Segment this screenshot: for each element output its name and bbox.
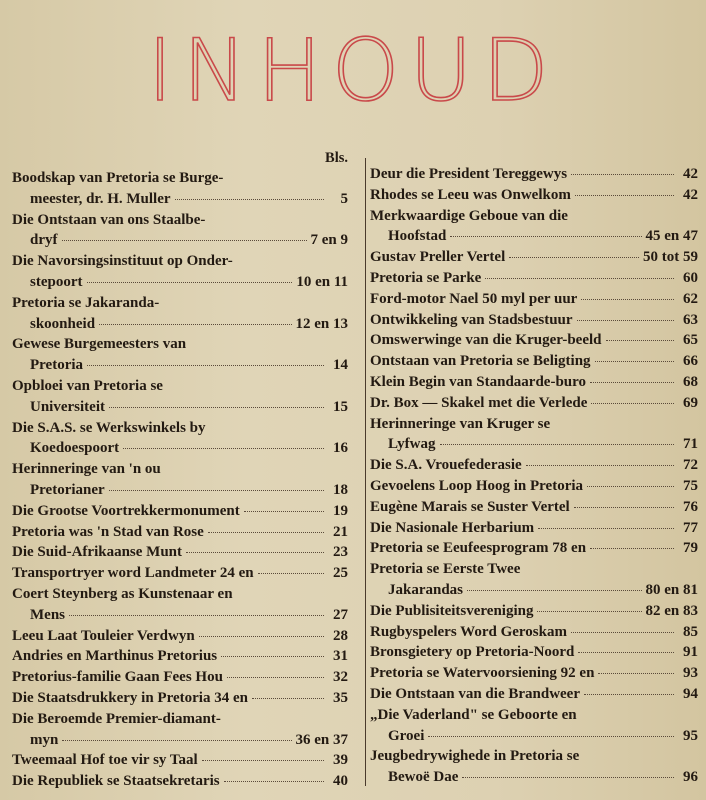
toc-entry-line (370, 476, 698, 497)
toc-entry-title: meester, dr. H. Muller (30, 190, 171, 207)
toc-entry-line (12, 646, 348, 667)
toc-page-number: 63 (683, 311, 698, 328)
toc-entry-line (370, 414, 698, 435)
dot-leader (581, 299, 674, 300)
toc-entry-line (12, 189, 348, 210)
dot-leader (595, 361, 674, 362)
toc-page-number: 36 en 37 (295, 731, 348, 748)
toc-entry-title: Leeu Laat Touleier Verdwyn (12, 627, 195, 644)
dot-leader (199, 636, 324, 637)
toc-entry-line (370, 206, 698, 227)
toc-entry (12, 522, 348, 543)
toc-page-number: 72 (683, 457, 698, 474)
page-title: INHOUD (147, 21, 559, 121)
dot-leader (99, 324, 291, 325)
dot-leader (175, 199, 324, 200)
toc-entry-title: Pretoria was 'n Stad van Rose (12, 523, 204, 540)
toc-entry-title: Lyfwag (388, 436, 436, 453)
dot-leader (590, 382, 674, 383)
toc-entry-title: Herinneringe van Kruger se (370, 415, 551, 432)
toc-entry-line (370, 684, 698, 705)
toc-entry-line (12, 750, 348, 771)
toc-entry-title: Die Republiek se Staatsekretaris (12, 773, 220, 790)
toc-entry-title: Jeugbedrywighede in Pretoria se (370, 748, 580, 765)
toc-entry-line (370, 622, 698, 643)
toc-page-number: 40 (333, 773, 348, 790)
toc-entry-title: Die Suid-Afrikaanse Munt (12, 544, 183, 561)
toc-entry (370, 642, 698, 663)
toc-entry-title: Opbloei van Pretoria se (12, 377, 163, 394)
toc-entry-line (12, 251, 348, 272)
toc-entry-title: Jakarandas (388, 581, 464, 598)
toc-entry (12, 168, 348, 210)
toc-page-number: 79 (683, 540, 698, 557)
toc-entry-line (370, 767, 698, 788)
toc-entry-title: Ford-motor Nael 50 myl per uur (370, 290, 578, 307)
toc-entry-title: Coert Steynberg as Kunstenaar en (12, 585, 233, 602)
toc-page-number: 77 (683, 519, 698, 536)
toc-entry-line (370, 393, 698, 414)
toc-page-number: 62 (683, 290, 698, 307)
toc-entry (12, 376, 348, 418)
toc-entry-title: Pretorianer (30, 481, 105, 498)
toc-entry (370, 663, 698, 684)
toc-list-right (370, 164, 698, 788)
toc-page-number: 14 (333, 357, 348, 374)
toc-entry-title: Pretoria se Parke (370, 269, 482, 286)
column-divider (365, 158, 366, 786)
toc-entry-title: Pretoria se Jakaranda- (12, 294, 160, 311)
dot-leader (87, 365, 324, 366)
toc-entry-title: Ontwikkeling van Stadsbestuur (370, 311, 573, 328)
toc-entry (12, 418, 348, 460)
toc-entry-title: Hoofstad (388, 228, 447, 245)
toc-page-number: 75 (683, 477, 698, 494)
toc-page-number: 35 (333, 689, 348, 706)
dot-leader (186, 552, 324, 553)
toc-entry (12, 563, 348, 584)
toc-entry-title: „Die Vaderland" se Geboorte en (370, 706, 577, 723)
dot-leader (537, 611, 641, 612)
toc-entry (12, 501, 348, 522)
toc-entry-title: Deur die President Tereggewys (370, 166, 568, 182)
toc-entry-line (370, 726, 698, 747)
toc-entry (12, 293, 348, 335)
dot-leader (590, 548, 674, 549)
dot-leader (606, 340, 675, 341)
toc-entry-line (12, 272, 348, 293)
toc-entry-line (370, 746, 698, 767)
toc-entry-title: stepoort (30, 273, 83, 290)
toc-entry-line (370, 164, 698, 185)
toc-entry (370, 330, 698, 351)
toc-page-number: 31 (333, 648, 348, 665)
toc-column-right (370, 164, 698, 788)
toc-entry-title: Die Nasionale Herbarium (370, 519, 535, 536)
toc-entry-title: Bewoë Dae (388, 769, 459, 786)
toc-entry-line (370, 663, 698, 684)
toc-page-number: 25 (333, 565, 348, 582)
toc-entry-line (370, 559, 698, 580)
toc-entry-line (12, 667, 348, 688)
toc-entry-title: Pretoria se Eerste Twee (370, 561, 521, 578)
toc-page-number: 76 (683, 498, 698, 515)
dot-leader (87, 282, 293, 283)
toc-entry (12, 251, 348, 293)
toc-entry-line (12, 522, 348, 543)
toc-entry-line (370, 705, 698, 726)
toc-entry (370, 538, 698, 559)
toc-entry-line (12, 438, 348, 459)
toc-entry-line (370, 580, 698, 601)
toc-entry-title: Die Navorsingsinstituut op Onder- (12, 253, 233, 270)
dot-leader (224, 781, 324, 782)
toc-entry-title: Pretoria se Eeufeesprogram 78 en (370, 540, 587, 557)
toc-page-number: 42 (683, 186, 698, 203)
dot-leader (509, 257, 639, 258)
toc-page-number: 93 (683, 665, 698, 682)
toc-entry-line (370, 185, 698, 206)
toc-page-number: 16 (333, 440, 348, 457)
toc-entry-line (370, 434, 698, 455)
toc-entry-title: Mens (30, 606, 65, 623)
toc-entry-line (370, 268, 698, 289)
toc-entry-line (12, 688, 348, 709)
toc-entry-line (12, 334, 348, 355)
toc-page-number: 45 en 47 (645, 228, 698, 245)
toc-page-number: 66 (683, 353, 698, 370)
toc-page-number: 82 en 83 (645, 602, 698, 619)
toc-entry-title: dryf (30, 232, 58, 249)
dot-leader (109, 407, 324, 408)
toc-entry-line (370, 642, 698, 663)
toc-entry-line (12, 730, 348, 751)
toc-page-number: 19 (333, 502, 348, 519)
toc-entry (12, 334, 348, 376)
toc-entry (370, 185, 698, 206)
toc-entry-title: Boodskap van Pretoria se Burge- (12, 170, 224, 186)
toc-entry-title: Bronsgietery op Pretoria-Noord (370, 644, 575, 661)
toc-page-number: 7 en 9 (310, 232, 348, 249)
toc-page-number: 21 (333, 523, 348, 540)
dot-leader (258, 573, 324, 574)
toc-entry-line (12, 397, 348, 418)
toc-entry-title: Andries en Marthinus Pretorius (12, 648, 218, 665)
toc-list-left (12, 168, 348, 792)
toc-entry-title: Eugène Marais se Suster Vertel (370, 498, 570, 515)
toc-page-number: 15 (333, 398, 348, 415)
toc-entry-title: Pretoria (30, 357, 84, 374)
toc-page-number: 91 (683, 644, 698, 661)
toc-entry-line (12, 459, 348, 480)
toc-entry-line (370, 518, 698, 539)
toc-entry-title: skoonheid (30, 315, 96, 332)
toc-entry-title: Omswerwinge van die Kruger-beeld (370, 332, 602, 349)
toc-page-number: 80 en 81 (645, 581, 698, 598)
toc-entry-line (370, 310, 698, 331)
toc-page-number: 42 (683, 166, 698, 182)
dot-leader (577, 320, 674, 321)
toc-entry-line (12, 605, 348, 626)
dot-leader (202, 760, 324, 761)
dot-leader (485, 278, 674, 279)
toc-entry-title: Die Beroemde Premier-diamant- (12, 710, 221, 727)
toc-entry-line (370, 538, 698, 559)
toc-entry (370, 601, 698, 622)
dot-leader (584, 694, 674, 695)
dot-leader (440, 444, 674, 445)
dot-leader (428, 736, 674, 737)
toc-entry-title: Ontstaan van Pretoria se Beligting (370, 353, 591, 370)
toc-page-number: 60 (683, 269, 698, 286)
toc-entry-title: Rhodes se Leeu was Onwelkom (370, 186, 571, 203)
dot-leader (109, 490, 324, 491)
toc-entry (370, 268, 698, 289)
toc-entry-title: Die Grootse Voortrekkermonument (12, 502, 240, 519)
toc-entry-line (12, 293, 348, 314)
toc-entry-line (370, 372, 698, 393)
toc-entry (12, 667, 348, 688)
toc-entry-title: Koedoespoort (30, 440, 120, 457)
toc-entry-title: Pretorius-familie Gaan Fees Hou (12, 669, 223, 686)
dot-leader (538, 528, 674, 529)
toc-entry-title: Rugbyspelers Word Geroskam (370, 623, 567, 640)
toc-entry-title: Universiteit (30, 398, 105, 415)
toc-page-number: 96 (683, 769, 698, 786)
toc-entry (370, 622, 698, 643)
toc-entry (370, 206, 698, 248)
toc-entry (12, 584, 348, 626)
toc-entry (12, 626, 348, 647)
toc-page-number: 69 (683, 394, 698, 411)
toc-entry-line (12, 584, 348, 605)
dot-leader (575, 195, 674, 196)
toc-entry-line (12, 230, 348, 251)
toc-page-number: 65 (683, 332, 698, 349)
toc-page-number: 10 en 11 (296, 273, 348, 290)
toc-entry-line (370, 247, 698, 268)
toc-entry-line (370, 497, 698, 518)
toc-entry-line (12, 626, 348, 647)
toc-entry-title: Transportryer word Landmeter 24 en (12, 565, 254, 582)
toc-entry-title: Gustav Preller Vertel (370, 249, 506, 266)
toc-page-number: 23 (333, 544, 348, 561)
dot-leader (571, 174, 674, 175)
toc-entry-line (12, 376, 348, 397)
toc-entry-title: Gewese Burgemeesters van (12, 336, 187, 353)
dot-leader (69, 615, 324, 616)
toc-entry-title: Gevoelens Loop Hoog in Pretoria (370, 477, 584, 494)
toc-entry (12, 750, 348, 771)
dot-leader (587, 486, 674, 487)
dot-leader (208, 532, 324, 533)
toc-entry-title: Klein Begin van Standaarde-buro (370, 373, 587, 390)
toc-entry-title: Merkwaardige Geboue van die (370, 207, 568, 224)
toc-page-number: 85 (683, 623, 698, 640)
dot-leader (526, 465, 674, 466)
toc-page-number: 50 tot 59 (643, 249, 698, 266)
dot-leader (252, 698, 324, 699)
toc-entry-title: Dr. Box — Skakel met die Verlede (370, 394, 588, 411)
toc-entry-line (12, 418, 348, 439)
dot-leader (578, 652, 674, 653)
toc-page-number: 18 (333, 481, 348, 498)
toc-entry-line (12, 480, 348, 501)
toc-entry (370, 476, 698, 497)
toc-entry-line (370, 455, 698, 476)
toc-column-left (12, 148, 348, 792)
toc-entry-line (370, 226, 698, 247)
toc-entry (370, 164, 698, 185)
dot-leader (462, 777, 674, 778)
toc-entry (12, 709, 348, 751)
toc-entry (370, 518, 698, 539)
toc-entry (12, 542, 348, 563)
toc-page-number: 5 (340, 190, 348, 207)
toc-entry-title: Die Publisiteitsvereniging (370, 602, 534, 619)
toc-page-number: 12 en 13 (295, 315, 348, 332)
toc-entry-line (12, 542, 348, 563)
toc-entry-line (12, 210, 348, 231)
toc-entry (12, 210, 348, 252)
toc-entry (370, 289, 698, 310)
toc-entry (370, 705, 698, 747)
dot-leader (591, 403, 674, 404)
dot-leader (123, 448, 324, 449)
dot-leader (598, 673, 674, 674)
dot-leader (227, 677, 324, 678)
toc-entry (370, 559, 698, 601)
toc-entry-title: Die Ontstaan van ons Staalbe- (12, 211, 206, 228)
toc-entry (370, 247, 698, 268)
toc-entry-title: Tweemaal Hof toe vir sy Taal (12, 752, 198, 769)
toc-entry-line (370, 351, 698, 372)
dot-leader (574, 507, 674, 508)
toc-page-number: 32 (333, 669, 348, 686)
dot-leader (62, 740, 291, 741)
toc-page-number: 68 (683, 373, 698, 390)
toc-entry-line (12, 709, 348, 730)
toc-page-number: 94 (683, 685, 698, 702)
toc-entry (370, 393, 698, 414)
dot-leader (450, 236, 641, 237)
toc-entry (370, 351, 698, 372)
toc-entry-line (12, 563, 348, 584)
toc-page-number: 71 (683, 436, 698, 453)
toc-entry-title: Die S.A.S. se Werkswinkels by (12, 419, 206, 436)
toc-entry-line (12, 168, 348, 189)
dot-leader (571, 632, 674, 633)
toc-entry (370, 455, 698, 476)
toc-entry (12, 646, 348, 667)
toc-entry-title: Die S.A. Vrouefederasie (370, 457, 522, 474)
toc-page-number: 27 (333, 606, 348, 623)
dot-leader (244, 511, 324, 512)
toc-entry (12, 771, 348, 792)
toc-entry-line (12, 314, 348, 335)
toc-entry-line (370, 289, 698, 310)
toc-entry-title: Groei (388, 727, 425, 744)
dot-leader (467, 590, 641, 591)
toc-entry-title: Die Staatsdrukkery in Pretoria 34 en (12, 689, 248, 706)
toc-entry (370, 746, 698, 788)
page-column-label: Bls. (325, 150, 348, 166)
toc-entry-title: Herinneringe van 'n ou (12, 461, 161, 478)
toc-page-number: 28 (333, 627, 348, 644)
dot-leader (221, 656, 324, 657)
toc-entry-line (12, 501, 348, 522)
toc-page-number: 39 (333, 752, 348, 769)
toc-entry (370, 372, 698, 393)
toc-entry-line (12, 771, 348, 792)
toc-entry-line (370, 601, 698, 622)
toc-entry-line (370, 330, 698, 351)
toc-entry-title: Pretoria se Watervoorsiening 92 en (370, 665, 595, 682)
toc-entry (370, 497, 698, 518)
toc-entry (12, 688, 348, 709)
toc-entry (370, 310, 698, 331)
toc-entry (12, 459, 348, 501)
toc-entry-line (12, 355, 348, 376)
dot-leader (62, 240, 307, 241)
toc-entry-title: myn (30, 731, 59, 748)
toc-page-number: 95 (683, 727, 698, 744)
toc-entry-title: Die Ontstaan van die Brandweer (370, 685, 580, 702)
toc-entry (370, 414, 698, 456)
toc-entry (370, 684, 698, 705)
